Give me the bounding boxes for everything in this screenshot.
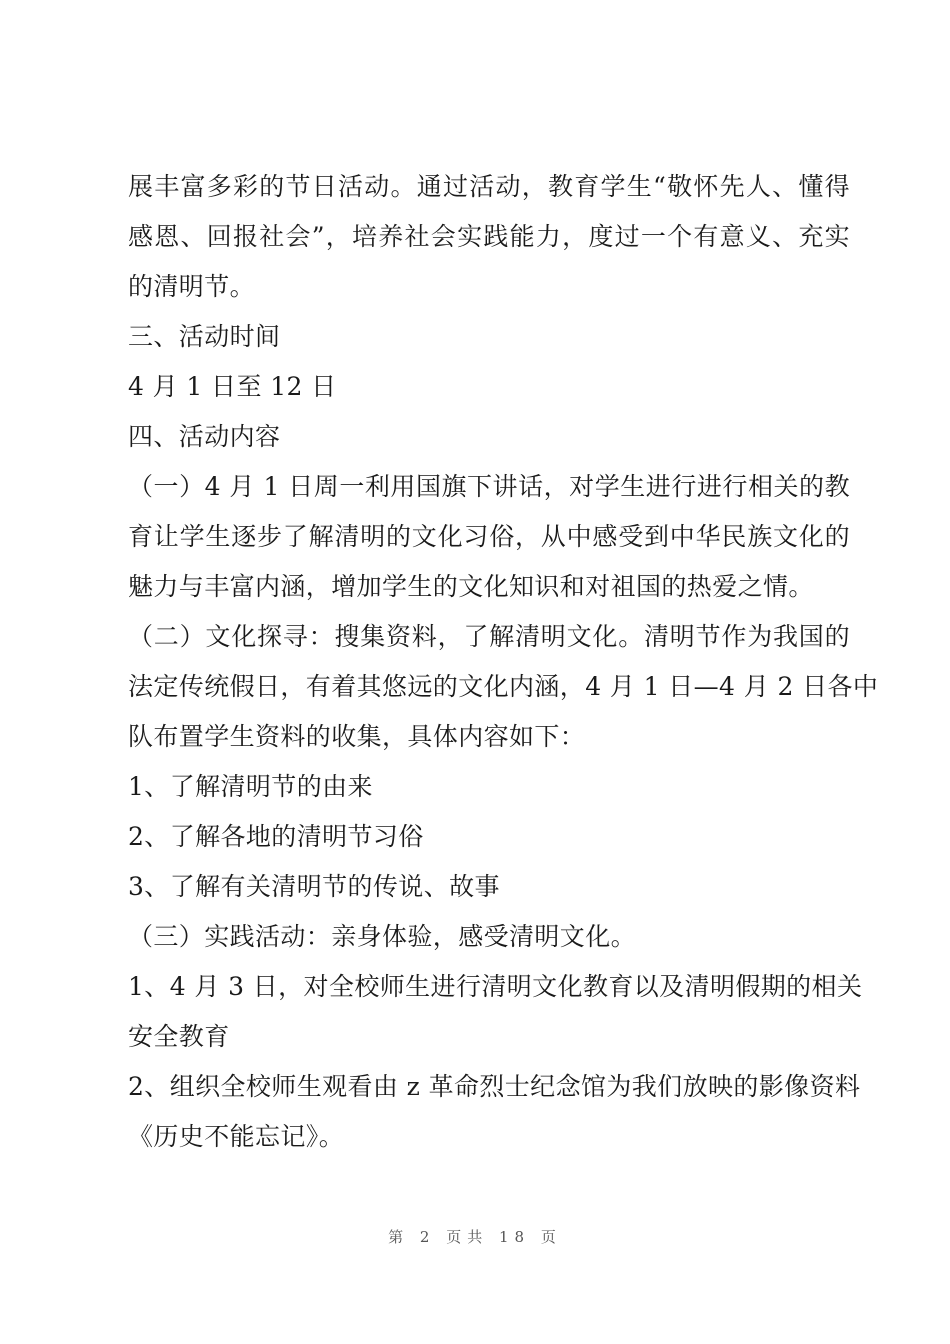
paragraph-line: 感恩、回报社会”，培养社会实践能力，度过一个有意义、充实	[128, 222, 850, 251]
paragraph-line: 安全教育	[128, 1022, 230, 1051]
paragraph-line: 魅力与丰富内涵，增加学生的文化知识和对祖国的热爱之情。	[128, 572, 814, 601]
page-number-footer: 第 2 页共 18 页	[388, 1228, 562, 1246]
list-item: 1、了解清明节的由来	[128, 772, 373, 801]
paragraph-line: 法定传统假日，有着其悠远的文化内涵，4 月 1 日—4 月 2 日各中	[128, 672, 879, 701]
list-item: 2、组织全校师生观看由 z 革命烈士纪念馆为我们放映的影像资料	[128, 1072, 861, 1101]
list-item: 1、4 月 3 日，对全校师生进行清明文化教育以及清明假期的相关	[128, 972, 863, 1001]
paragraph-line: 的清明节。	[128, 272, 256, 301]
section-heading: 三、活动时间	[128, 322, 281, 351]
paragraph-line: 育让学生逐步了解清明的文化习俗，从中感受到中华民族文化的	[128, 522, 850, 551]
list-item: 2、了解各地的清明节习俗	[128, 822, 424, 851]
paragraph-line: 展丰富多彩的节日活动。通过活动，教育学生“敬怀先人、懂得	[128, 172, 850, 201]
paragraph-line: 《历史不能忘记》。	[128, 1122, 345, 1151]
paragraph-line: 队布置学生资料的收集，具体内容如下：	[128, 722, 586, 751]
document-body	[128, 162, 879, 1162]
list-item: 3、了解有关清明节的传说、故事	[128, 872, 500, 901]
paragraph-line: （三）实践活动：亲身体验，感受清明文化。	[128, 922, 637, 951]
paragraph-line: （一）4 月 1 日周一利用国旗下讲话，对学生进行进行相关的教	[128, 472, 850, 501]
section-heading: 四、活动内容	[128, 422, 281, 451]
paragraph-line: 4 月 1 日至 12 日	[128, 372, 337, 401]
paragraph-line: （二）文化探寻：搜集资料，了解清明文化。清明节作为我国的	[128, 622, 850, 651]
